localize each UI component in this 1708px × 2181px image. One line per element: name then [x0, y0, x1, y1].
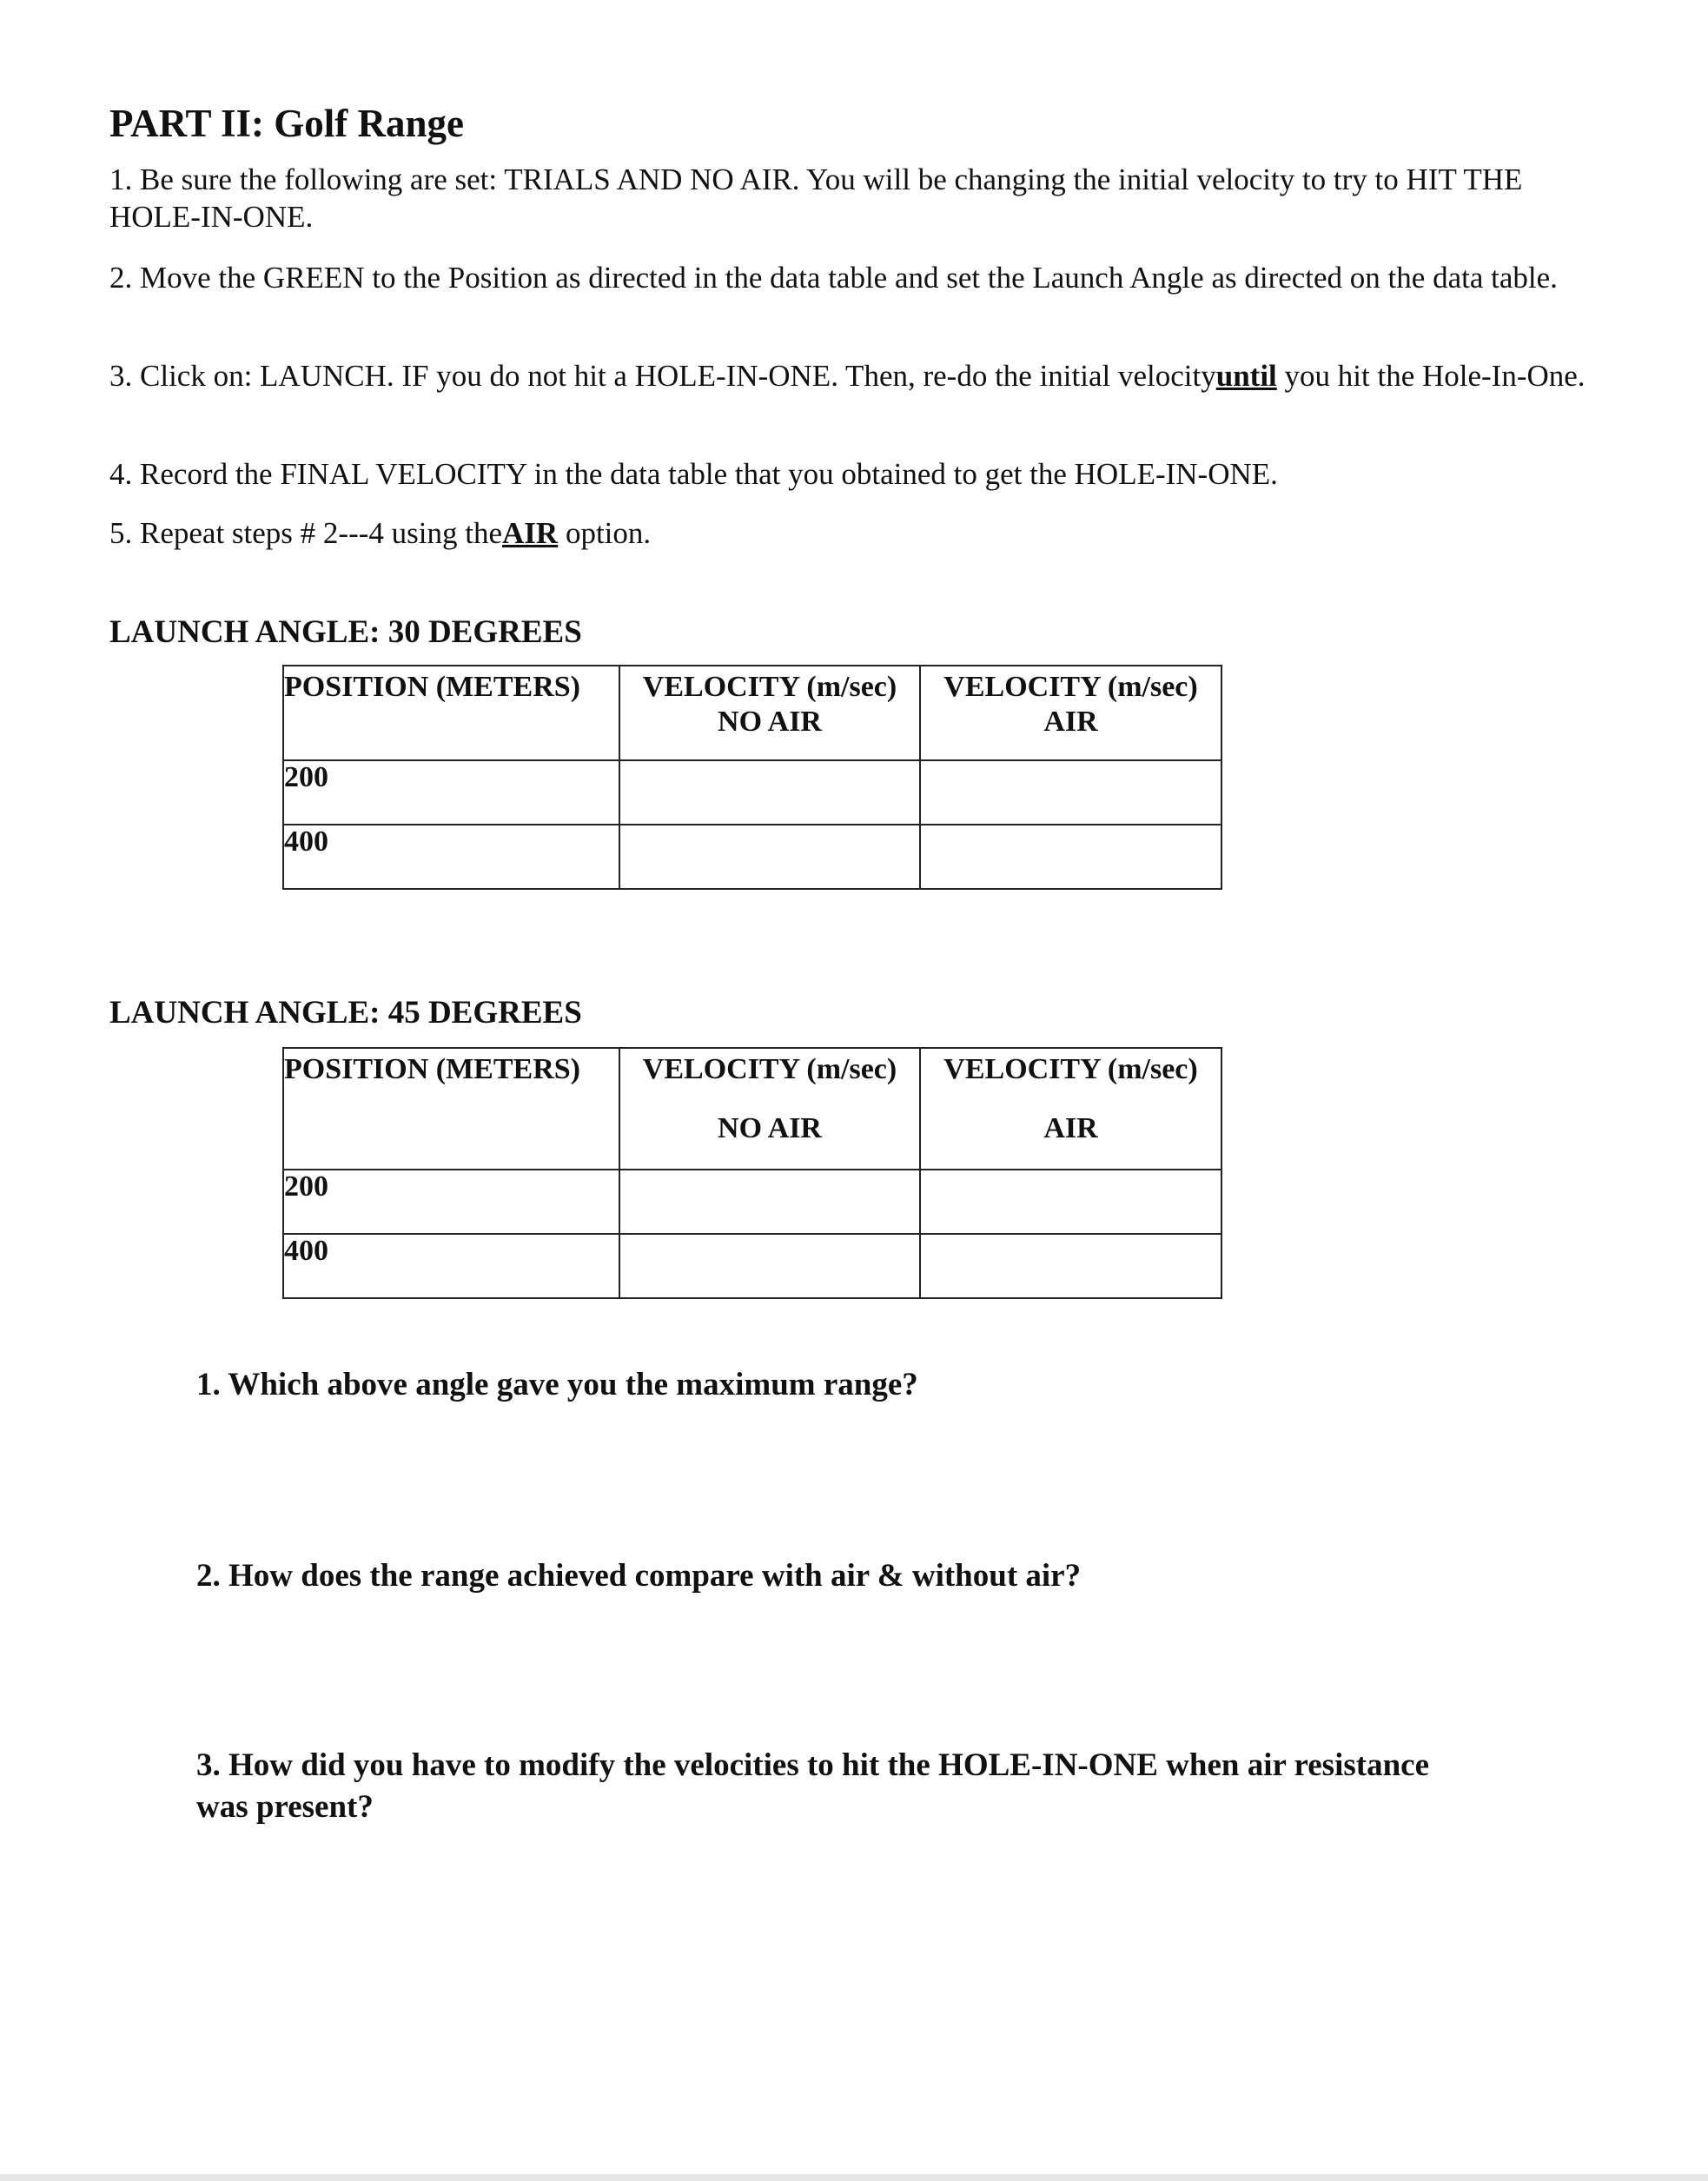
page-bottom-edge — [0, 2174, 1708, 2181]
instruction-step-4: 4. Record the FINAL VELOCITY in the data table that you obtained to get the HOLE-IN-ONE. — [109, 457, 1278, 491]
position-cell: 200 — [283, 760, 619, 825]
table-row — [283, 760, 1221, 825]
header-velocity-air-line2: AIR — [1043, 1112, 1098, 1144]
launch-angle-45-label: LAUNCH ANGLE: 45 DEGREES — [109, 995, 582, 1031]
header-position-text: POSITION (METERS) — [284, 1053, 580, 1085]
table-row — [283, 1234, 1221, 1298]
header-velocity-air-line1: VELOCITY (m/sec) — [943, 1053, 1198, 1085]
step3-text-before: 3. Click on: LAUNCH. IF you do not hit a HOLE-IN-ONE. Then, re-do the initial velocity — [109, 359, 1216, 393]
question-1: 1. Which above angle gave you the maximum range? — [196, 1367, 918, 1402]
step3-emphasis-until: until — [1215, 359, 1277, 393]
launch-angle-30-label: LAUNCH ANGLE: 30 DEGREES — [109, 614, 582, 650]
header-velocity-no-air-line1: VELOCITY (m/sec) — [642, 671, 897, 703]
velocity-no-air-cell[interactable] — [619, 825, 920, 889]
instruction-step-5 — [109, 514, 1604, 552]
table-header-row — [283, 1048, 1221, 1170]
header-velocity-air — [920, 666, 1221, 760]
velocity-no-air-cell[interactable] — [619, 760, 920, 825]
instruction-step-1: 1. Be sure the following are set: TRIALS AND NO AIR. You will be changing the initial velocity to try to HIT THE HOLE-IN-ONE. — [109, 162, 1523, 234]
header-position — [283, 1048, 619, 1170]
data-table-45-degrees — [282, 1047, 1222, 1299]
table-header-row — [283, 666, 1221, 760]
header-velocity-no-air — [619, 666, 920, 760]
step5-text-before: 5. Repeat steps # 2---4 using the — [109, 516, 502, 550]
page-title: PART II: Golf Range — [109, 102, 465, 145]
position-cell: 400 — [283, 1234, 619, 1298]
velocity-air-cell[interactable] — [920, 760, 1221, 825]
velocity-air-cell[interactable] — [920, 1234, 1221, 1298]
velocity-no-air-cell[interactable] — [619, 1170, 920, 1234]
header-velocity-no-air-line2: NO AIR — [718, 1112, 822, 1144]
header-velocity-no-air-line2: NO AIR — [718, 706, 822, 738]
position-cell: 400 — [283, 825, 619, 889]
table-row — [283, 1170, 1221, 1234]
instruction-step-2: 2. Move the GREEN to the Position as directed in the data table and set the Launch Angle as directed on the data table. — [109, 261, 1558, 295]
header-velocity-air-line2: AIR — [1043, 706, 1098, 738]
header-velocity-no-air — [619, 1048, 920, 1170]
header-velocity-air — [920, 1048, 1221, 1170]
position-cell: 200 — [283, 1170, 619, 1234]
step5-emphasis-air: AIR — [502, 516, 559, 550]
step5-text-after: option. — [558, 516, 652, 550]
velocity-air-cell[interactable] — [920, 825, 1221, 889]
header-position-text: POSITION (METERS) — [284, 671, 580, 703]
question-2: 2. How does the range achieved compare with air & without air? — [196, 1558, 1082, 1594]
data-table-30-degrees — [282, 665, 1222, 890]
header-velocity-no-air-line1: VELOCITY (m/sec) — [642, 1053, 897, 1085]
table-row — [283, 825, 1221, 889]
step3-text-after: you hit the Hole-In-One. — [1276, 359, 1586, 393]
header-velocity-air-line1: VELOCITY (m/sec) — [943, 671, 1198, 703]
question-3: 3. How did you have to modify the velocities to hit the HOLE-IN-ONE when air resistance was present? — [196, 1747, 1429, 1825]
instruction-step-3 — [109, 357, 1604, 394]
velocity-no-air-cell[interactable] — [619, 1234, 920, 1298]
velocity-air-cell[interactable] — [920, 1170, 1221, 1234]
header-position — [283, 666, 619, 760]
